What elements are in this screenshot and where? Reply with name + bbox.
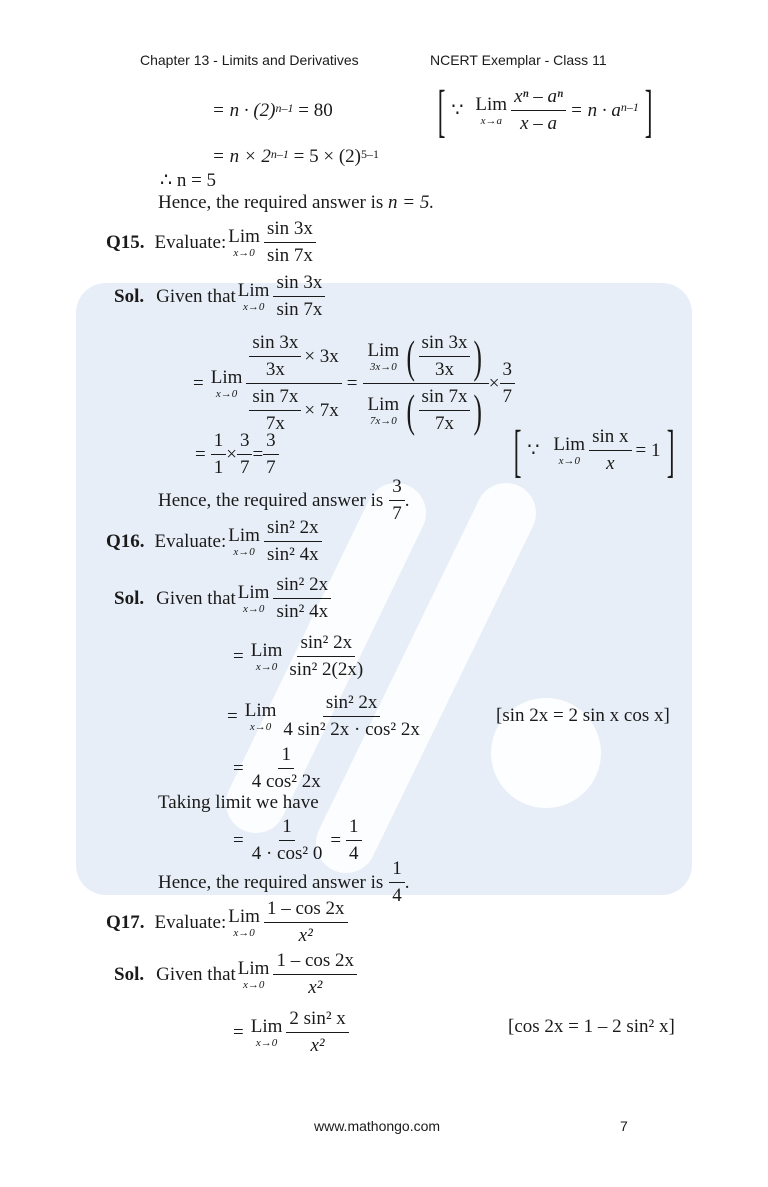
- hence-q15: Hence, the required answer is 3 7 .: [158, 476, 410, 524]
- q15-question: Q15. Evaluate: Lim x→0 sin 3x sin 7x: [106, 216, 316, 269]
- q15-step-3: = $\frac{1}{1}$ × $\frac{3}{7}$ = $\frac{3}{7}$: [190, 428, 279, 481]
- line-1: = $n \cdot (2)^{n-1} = 80$: [212, 100, 333, 121]
- q16-step-2: = Lim x→0 sin² 2x 4 sin² 2x · cos² 2x: [227, 692, 420, 740]
- q16-step-1: = Lim x→0 sin² 2x sin² 2(2x): [233, 632, 364, 680]
- hence-q16: Hence, the required answer is 1 4 .: [158, 858, 410, 906]
- q17-question: Q17. Evaluate: Lim x→0 1 – cos 2x x²: [106, 896, 348, 949]
- line-3: ∴ n = 5: [160, 170, 217, 191]
- standard-limit-box: [ ∵ Lim x→0 $\frac{\text{sin x}}{x}$ = 1 ]: [513, 417, 675, 483]
- footer-site[interactable]: www.mathongo.com: [314, 1118, 441, 1134]
- hence-line-1: Hence, the required answer is n = 5.: [158, 192, 435, 213]
- header-chapter: Chapter 13 - Limits and Derivatives: [140, 52, 359, 68]
- compound-fraction: $\frac{\sin 3x}{3x}$ × 3x $\frac{\sin 7x}{7x}$ × 7x: [246, 330, 341, 437]
- taking-limit-text: Taking limit we have: [158, 792, 319, 813]
- q17-solution-start: Sol. Given that Lim x→0 1 – cos 2x x²: [114, 948, 357, 1001]
- q17-identity: [cos 2x = 1 – 2 sin² x]: [508, 1016, 675, 1037]
- limit-formula-box: [ ∵ Lim x→a $\frac{\text{xⁿ – aⁿ}}{x - a}$ = n · a n–1 ]: [437, 77, 653, 143]
- line-2: = $n \times 2^{n-1} = 5 \times (2)^{5-1}$: [212, 146, 379, 167]
- q16-question: Q16. Evaluate: Lim x→0 sin² 2x sin² 4x: [106, 515, 322, 568]
- fraction: $\frac{\text{xⁿ – aⁿ}}{x - a}$: [511, 84, 566, 137]
- q16-solution-start: Sol. Given that Lim x→0 sin² 2x sin² 4x: [114, 572, 331, 625]
- q17-step-1: = Lim x→0 2 sin² x x²: [228, 1006, 349, 1059]
- lim-operator: Lim x→0: [228, 225, 260, 259]
- q16-identity: [sin 2x = 2 sin x cos x]: [496, 705, 670, 726]
- fraction: sin 3x sin 7x: [264, 216, 316, 269]
- page-number: 7: [620, 1118, 628, 1134]
- q16-step-3: = $\frac{1}{\text{4 cos² 2x}}$: [233, 744, 321, 792]
- q15-solution-start: Sol. Given that Lim x→0 sin 3x sin 7x: [114, 270, 325, 323]
- q15-step-1: = Lim x→0 $\frac{\sin 3x}{3x}$ × 3x $\frac{\sin 7x}{7x}$ × 7x = Lim 3x→0 ( sin 3x 3x ) Lim 7x→0 ( sin 7x 7x ) × $\frac{3}{7}$: [188, 330, 515, 437]
- q16-step-4: = $\frac{1}{\text{4 · cos² 0}}$ = $\frac{1}{4}$: [228, 814, 362, 867]
- lim-operator: Lim x→a: [475, 93, 508, 127]
- compound-fraction: Lim 3x→0 ( sin 3x 3x ) Lim 7x→0 ( sin 7x 7x ): [363, 330, 489, 437]
- header-book: NCERT Exemplar - Class 11: [430, 52, 607, 68]
